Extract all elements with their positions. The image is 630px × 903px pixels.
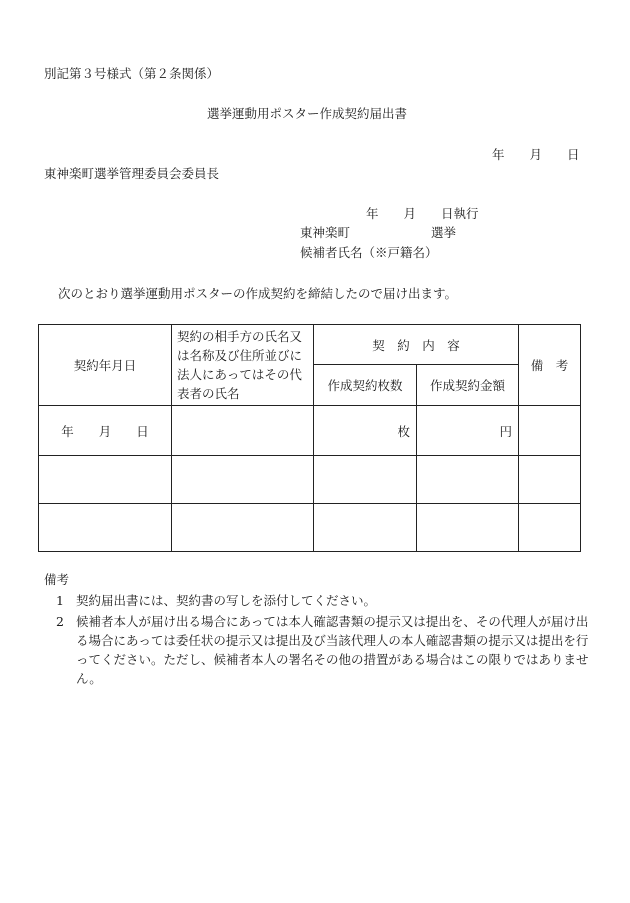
note-item — [44, 612, 589, 688]
town-name: 東神楽町 — [300, 225, 351, 240]
row3-amount-cell[interactable] — [417, 504, 519, 552]
note-item — [44, 591, 589, 610]
table-header-row — [39, 325, 581, 365]
row3-date-cell[interactable] — [39, 504, 172, 552]
header-contract-content: 契 約 内 容 — [314, 325, 519, 365]
notes-heading: 備考 — [44, 572, 70, 587]
row2-remarks-cell[interactable] — [519, 456, 581, 504]
document-title: 選挙運動用ポスター作成契約届出書 — [207, 106, 408, 121]
table-row — [39, 406, 581, 456]
header-contract-date: 契約年月日 — [39, 325, 172, 406]
row1-remarks-cell[interactable] — [519, 406, 581, 456]
row1-amount-cell[interactable]: 円 — [417, 406, 519, 456]
note-text: 候補者本人が届け出る場合にあっては本人確認書類の提示又は提出を、その代理人が届け出る場合にあっては委任状の提示又は提出及び当該代理人の本人確認書類の提示又は提出を行ってください。ただし、候補者本人の署名その他の措置がある場合はこの限りではありません。 — [76, 614, 589, 686]
header-sheet-count: 作成契約枚数 — [314, 365, 417, 406]
notes-section — [44, 571, 589, 690]
header-contract-amount: 作成契約金額 — [417, 365, 519, 406]
note-number: 1 — [56, 593, 64, 608]
row3-count-cell[interactable] — [314, 504, 417, 552]
election-label: 選挙 — [431, 225, 457, 240]
row1-counterparty-cell[interactable] — [172, 406, 314, 456]
form-reference: 別記第３号様式（第２条関係） — [44, 66, 220, 81]
note-number: 2 — [56, 614, 64, 629]
row1-date-cell[interactable]: 年 月 日 — [39, 406, 172, 456]
header-counterparty: 契約の相手方の氏名又は名称及び住所並びに法人にあってはその代表者の氏名 — [172, 325, 314, 406]
row2-date-cell[interactable] — [39, 456, 172, 504]
note-text: 契約届出書には、契約書の写しを添付してください。 — [76, 593, 377, 608]
row3-counterparty-cell[interactable] — [172, 504, 314, 552]
addressee: 東神楽町選挙管理委員会委員長 — [44, 166, 220, 181]
execution-date: 年 月 日執行 — [366, 206, 479, 221]
row1-count-cell[interactable]: 枚 — [314, 406, 417, 456]
contract-table — [38, 324, 581, 552]
submission-date: 年 月 日 — [492, 147, 580, 162]
row2-amount-cell[interactable] — [417, 456, 519, 504]
header-remarks: 備 考 — [519, 325, 581, 406]
statement: 次のとおり選挙運動用ポスターの作成契約を締結したので届け出ます。 — [58, 286, 458, 301]
row3-remarks-cell[interactable] — [519, 504, 581, 552]
table-row — [39, 504, 581, 552]
row2-count-cell[interactable] — [314, 456, 417, 504]
table-row — [39, 456, 581, 504]
row2-counterparty-cell[interactable] — [172, 456, 314, 504]
candidate-name-label: 候補者氏名（※戸籍名） — [300, 245, 438, 260]
